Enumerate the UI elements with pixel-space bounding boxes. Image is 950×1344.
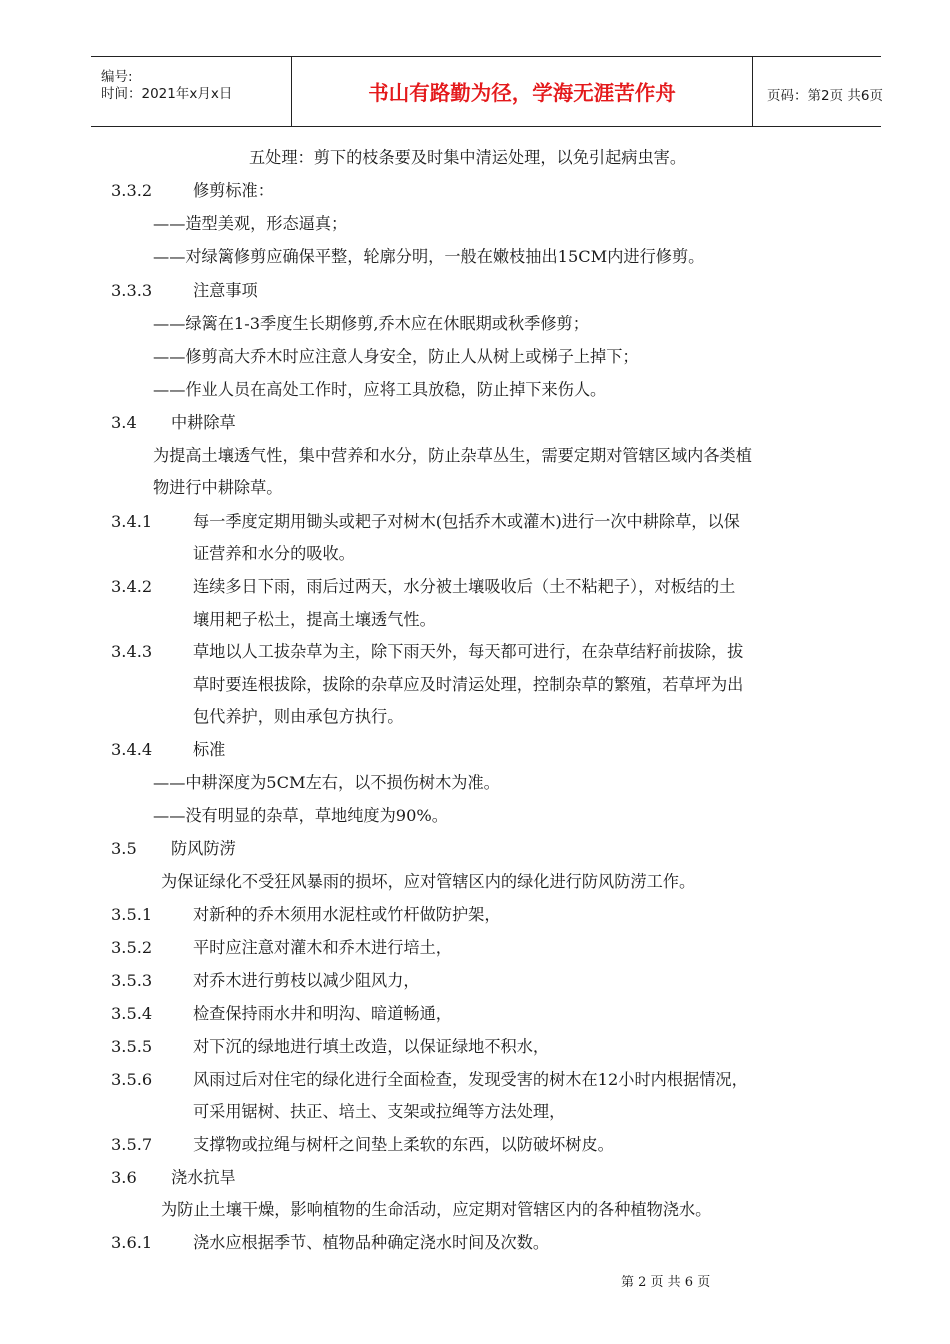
text-line: 平时应注意对灌木和乔木进行培土， xyxy=(193,938,452,957)
text-line: ——作业人员在高处工作时，应将工具放稳，防止掉下来伤人。 xyxy=(153,380,607,399)
document-number-label: 编号: xyxy=(101,69,133,85)
text-line: 物进行中耕除草。 xyxy=(153,478,283,497)
section-number: 3.3.2 xyxy=(111,181,153,200)
section-number: 3.4.3 xyxy=(111,642,153,661)
section-number: 3.5.3 xyxy=(111,971,153,990)
section-number: 3.4.2 xyxy=(111,577,153,596)
text-line: 包代养护，则由承包方执行。 xyxy=(193,707,404,726)
text-line: 标准 xyxy=(193,740,226,759)
header-left-cell xyxy=(91,57,292,126)
section-number: 3.5.5 xyxy=(111,1037,153,1056)
document-time-label: 时间：2021年x月x日 xyxy=(101,86,233,102)
text-line: 注意事项 xyxy=(193,281,258,300)
text-line: ——修剪高大乔木时应注意人身安全，防止人从树上或梯子上掉下； xyxy=(153,347,639,366)
section-number: 3.5.4 xyxy=(111,1004,153,1023)
text-line: 对乔木进行剪枝以减少阻风力， xyxy=(193,971,420,990)
section-number: 3.3.3 xyxy=(111,281,153,300)
text-line: 修剪标准： xyxy=(193,181,274,200)
section-number: 3.5 xyxy=(111,839,137,858)
text-line: ——绿篱在1-3季度生长期修剪,乔木应在休眠期或秋季修剪； xyxy=(153,314,589,333)
text-line: 为保证绿化不受狂风暴雨的损坏，应对管辖区内的绿化进行防风防涝工作。 xyxy=(161,872,696,891)
text-line: 浇水抗旱 xyxy=(171,1168,236,1187)
text-line: 连续多日下雨，雨后过两天，水分被土壤吸收后（土不粘耙子），对板结的土 xyxy=(193,577,736,596)
section-number: 3.6.1 xyxy=(111,1233,153,1252)
text-line: 对下沉的绿地进行填土改造，以保证绿地不积水， xyxy=(193,1037,550,1056)
header-page-label: 页码：第2页 共6页 xyxy=(767,88,883,104)
text-line: 五处理：剪下的枝条要及时集中清运处理，以免引起病虫害。 xyxy=(249,148,687,167)
text-line: 草时要连根拔除，拔除的杂草应及时清运处理，控制杂草的繁殖，若草坪为出 xyxy=(193,675,744,694)
text-line: 支撑物或拉绳与树杆之间垫上柔软的东西，以防破坏树皮。 xyxy=(193,1135,614,1154)
text-line: ——没有明显的杂草，草地纯度为90%。 xyxy=(153,806,448,825)
section-number: 3.4.4 xyxy=(111,740,153,759)
section-number: 3.4 xyxy=(111,413,137,432)
text-line: 中耕除草 xyxy=(171,413,236,432)
section-number: 3.5.1 xyxy=(111,905,153,924)
text-line: 可采用锯树、扶正、培土、支架或拉绳等方法处理， xyxy=(193,1102,566,1121)
text-line: 防风防涝 xyxy=(171,839,236,858)
header-right-cell xyxy=(753,57,881,126)
header-middle-cell xyxy=(292,57,753,126)
text-line: 为提高土壤透气性，集中营养和水分，防止杂草丛生，需要定期对管辖区域内各类植 xyxy=(153,446,752,465)
section-number: 3.4.1 xyxy=(111,512,153,531)
page-footer: 第 2 页 共 6 页 xyxy=(621,1275,711,1290)
section-number: 3.5.6 xyxy=(111,1070,153,1089)
text-line: ——中耕深度为5CM左右，以不损伤树木为准。 xyxy=(153,773,500,792)
text-line: 为防止土壤干燥，影响植物的生命活动，应定期对管辖区内的各种植物浇水。 xyxy=(161,1200,712,1219)
text-line: ——造型美观，形态逼真； xyxy=(153,214,348,233)
section-number: 3.5.2 xyxy=(111,938,153,957)
text-line: 草地以人工拔杂草为主，除下雨天外，每天都可进行，在杂草结籽前拔除，拔 xyxy=(193,642,744,661)
text-line: 壤用耙子松土，提高土壤透气性。 xyxy=(193,610,436,629)
text-line: 风雨过后对住宅的绿化进行全面检查，发现受害的树木在12小时内根据情况， xyxy=(193,1070,748,1089)
text-line: 检查保持雨水井和明沟、暗道畅通， xyxy=(193,1004,452,1023)
header-table xyxy=(91,56,881,127)
text-line: 证营养和水分的吸收。 xyxy=(193,544,355,563)
header-slogan: 书山有路勤为径，学海无涯苦作舟 xyxy=(368,81,676,105)
text-line: 浇水应根据季节、植物品种确定浇水时间及次数。 xyxy=(193,1233,550,1252)
text-line: ——对绿篱修剪应确保平整，轮廓分明，一般在嫩枝抽出15CM内进行修剪。 xyxy=(153,247,705,266)
section-number: 3.5.7 xyxy=(111,1135,153,1154)
text-line: 对新种的乔木须用水泥柱或竹杆做防护架， xyxy=(193,905,501,924)
section-number: 3.6 xyxy=(111,1168,137,1187)
text-line: 每一季度定期用锄头或耙子对树木(包括乔木或灌木)进行一次中耕除草，以保 xyxy=(193,512,740,531)
